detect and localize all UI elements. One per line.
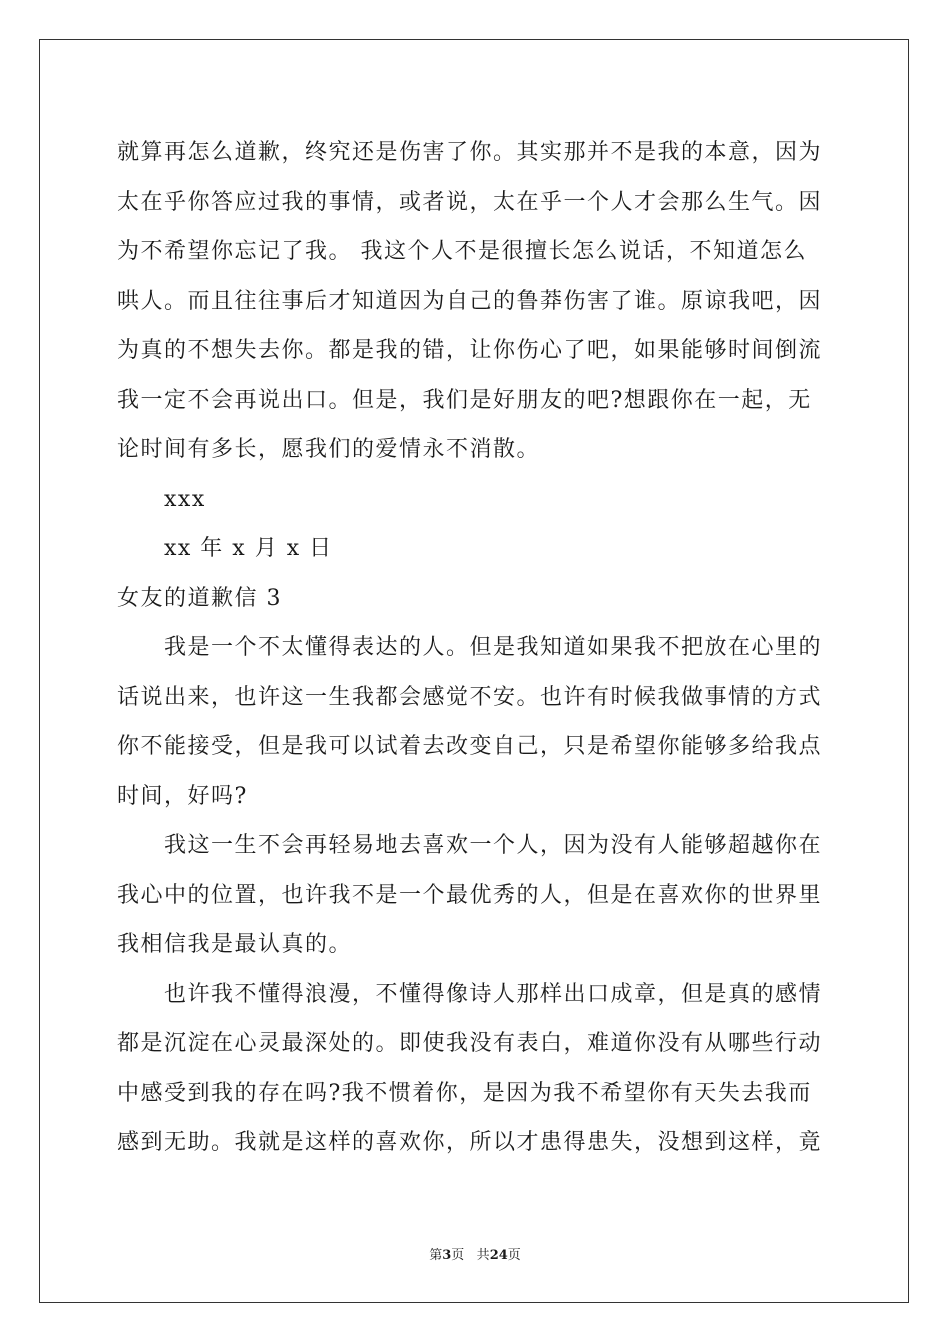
- text-line: 我是一个不太懂得表达的人。但是我知道如果我不把放在心里的: [164, 635, 823, 660]
- text-line: 太在乎你答应过我的事情，或者说，太在乎一个人才会那么生气。因: [117, 189, 823, 215]
- text-line: 你不能接受，但是我可以试着去改变自己，只是希望你能够多给我点: [117, 734, 823, 759]
- text-line: 中感受到我的存在吗?我不惯着你，是因为我不希望你有天失去我而: [117, 1080, 812, 1106]
- current-page-number: 3: [442, 1248, 452, 1263]
- footer-total-prefix: 共: [476, 1248, 490, 1263]
- text-line: 为真的不想失去你。都是我的错，让你伤心了吧，如果能够时间倒流: [117, 338, 823, 363]
- text-line: 我这一生不会再轻易地去喜欢一个人，因为没有人能够超越你在: [164, 833, 823, 858]
- signature-date: xx 年 x 月 x 日: [164, 536, 333, 561]
- text-line: 哄人。而且往往事后才知道因为自己的鲁莽伤害了谁。原谅我吧，因: [117, 288, 823, 314]
- footer-total-suffix: 页: [507, 1248, 521, 1263]
- total-page-count: 24: [489, 1248, 508, 1263]
- text-line: 都是沉淀在心灵最深处的。即使我没有表白，难道你没有从哪些行动: [117, 1031, 823, 1056]
- section-heading: 女友的道歉信 3: [117, 585, 282, 611]
- signature-name: xxx: [164, 486, 206, 512]
- text-line: 我心中的位置，也许我不是一个最优秀的人，但是在喜欢你的世界里: [117, 882, 823, 908]
- text-line: 我相信我是最认真的。: [117, 932, 353, 957]
- text-line: 为不希望你忘记了我。 我这个人不是很擅长怎么说话，不知道怎么: [117, 239, 807, 264]
- footer-page-suffix: 页: [451, 1248, 465, 1263]
- text-line: 时间，好吗?: [117, 783, 248, 809]
- text-line: 也许我不懂得浪漫，不懂得像诗人那样出口成章，但是真的感情: [164, 981, 823, 1007]
- text-line: 话说出来，也许这一生我都会感觉不安。也许有时候我做事情的方式: [117, 684, 823, 710]
- text-line: 论时间有多长，愿我们的爱情永不消散。: [117, 437, 541, 462]
- page-footer: [0, 1246, 950, 1266]
- text-line: 感到无助。我就是这样的喜欢你，所以才患得患失，没想到这样，竟: [117, 1130, 823, 1155]
- footer-prefix: 第: [429, 1248, 443, 1263]
- document-body: [117, 128, 837, 1168]
- text-line: 我一定不会再说出口。但是，我们是好朋友的吧?想跟你在一起，无: [117, 387, 812, 413]
- text-line: 就算再怎么道歉，终究还是伤害了你。其实那并不是我的本意，因为: [117, 140, 823, 165]
